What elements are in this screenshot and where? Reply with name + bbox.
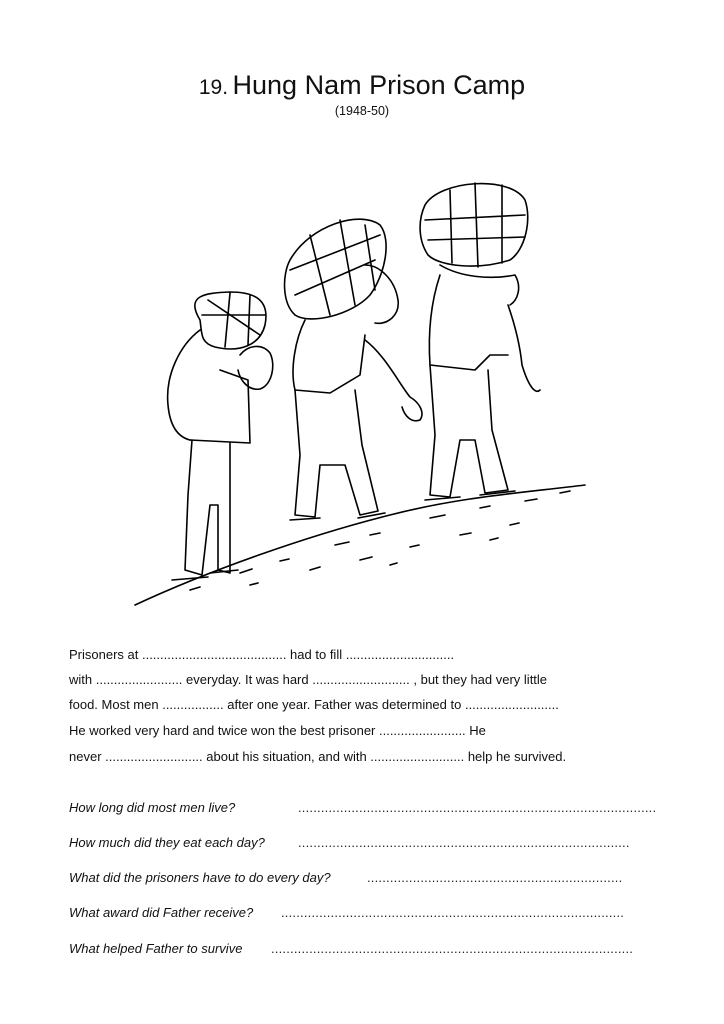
question-3 (69, 870, 649, 885)
question-text: How long did most men live? (69, 800, 236, 815)
chapter-title: Hung Nam Prison Camp (232, 70, 526, 100)
question-text: How much did they eat each day? (69, 835, 265, 850)
prisoners-carrying-loads-drawing (130, 175, 600, 615)
question-text: What did the prisoners have to do every day? (69, 870, 331, 885)
question-4 (69, 905, 649, 920)
page-title (0, 70, 724, 101)
answer-blank[interactable]: ............................................................................................... (271, 941, 634, 956)
paragraph-line-1: Prisoners at ........................................ had to fill .............................. (69, 647, 455, 662)
chapter-dates: (1948-50) (334, 104, 390, 118)
question-text: What award did Father receive? (69, 905, 254, 920)
paragraph-line-3: food. Most men ................. after one year. Father was determined to .......................... (69, 697, 559, 712)
answer-blank[interactable]: .......................................................................................... (281, 905, 625, 920)
question-text: What helped Father to survive (69, 941, 243, 956)
chapter-number: 19. (198, 76, 229, 99)
question-5 (69, 941, 649, 956)
answer-blank[interactable]: .............................................................................................. (298, 800, 657, 815)
paragraph-line-5: never ........................... about his situation, and with .......................... help he survived. (69, 749, 567, 764)
answer-blank[interactable]: ....................................................................................... (298, 835, 630, 850)
paragraph-line-2: with ........................ everyday. It was hard ........................... , but they had very little (69, 672, 548, 687)
paragraph-line-4: He worked very hard and twice won the best prisoner ........................ He (69, 723, 486, 738)
question-2 (69, 835, 649, 850)
question-1 (69, 800, 657, 815)
answer-blank[interactable]: ................................................................... (367, 870, 623, 885)
